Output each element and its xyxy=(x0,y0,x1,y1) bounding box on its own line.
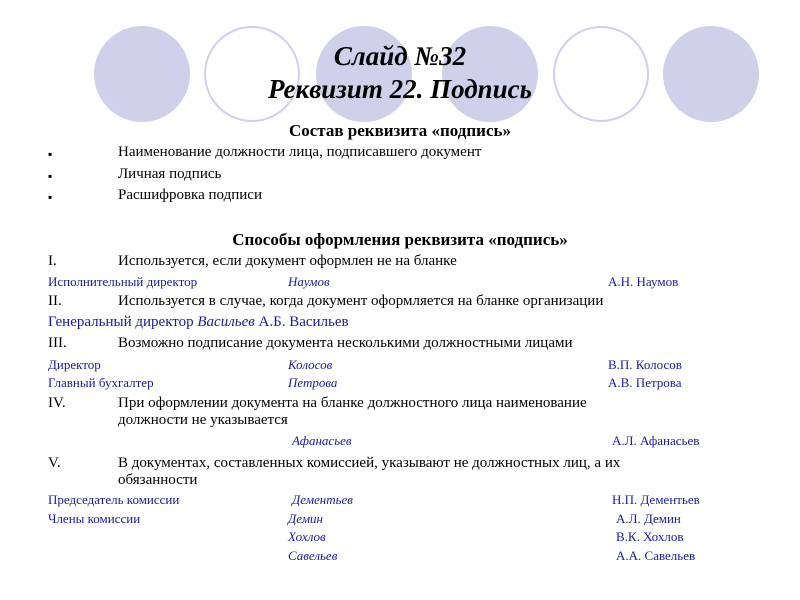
method-numeral: IV. xyxy=(48,395,66,411)
example-signature: Демин xyxy=(288,511,323,526)
method-text: Возможно подписание документа несколькими должностными лицами xyxy=(118,335,573,351)
method-text: должности не указывается xyxy=(118,412,288,428)
composition-item: Наименование должности лица, подписавшего документ xyxy=(118,144,482,160)
example-decoding: А.А. Савельев xyxy=(616,548,696,563)
bullet-marker: ▪ xyxy=(48,147,53,161)
method-text: Используется в случае, когда документ оформляется на бланке организации xyxy=(118,293,604,309)
example-signature: Дементьев xyxy=(292,492,353,507)
composition-heading: Состав реквизита «подпись» xyxy=(288,121,512,140)
composition-item: Личная подпись xyxy=(118,166,222,182)
example-decoding: А.Л. Демин xyxy=(616,511,681,526)
example-decoding: А.В. Петрова xyxy=(608,375,682,390)
method-text: обязанности xyxy=(118,472,198,488)
methods-heading: Способы оформления реквизита «подпись» xyxy=(232,230,568,249)
method-numeral: III. xyxy=(48,335,67,351)
method-numeral: I. xyxy=(48,253,57,269)
example-signature: Васильев xyxy=(197,314,255,330)
method-numeral: V. xyxy=(48,455,61,471)
example-decoding: В.К. Хохлов xyxy=(616,529,684,544)
method-text: При оформлении документа на бланке должностного лица наименование xyxy=(118,395,587,411)
bullet-marker: ▪ xyxy=(48,169,53,183)
method-numeral: II. xyxy=(48,293,62,309)
composition-item: Расшифровка подписи xyxy=(118,187,262,203)
example-position: Исполнительный директор xyxy=(48,274,198,289)
example-position: Председатель комиссии xyxy=(48,492,180,507)
example-signature: Хохлов xyxy=(288,529,326,544)
example-decoding: Н.П. Дементьев xyxy=(612,492,700,507)
example-decoding: В.П. Колосов xyxy=(608,357,682,372)
slide-number: Слайд №32 xyxy=(333,41,467,71)
example-decoding: А.Н. Наумов xyxy=(608,274,679,289)
example-signature: Афанасьев xyxy=(292,433,352,448)
example-line xyxy=(48,314,349,331)
example-decoding: А.Л. Афанасьев xyxy=(612,433,700,448)
example-position: Директор xyxy=(48,357,101,372)
example-position: Главный бухгалтер xyxy=(48,375,154,390)
method-text: В документах, составленных комиссией, указывают не должностных лиц, а их xyxy=(118,455,621,471)
bullet-marker: ▪ xyxy=(48,190,53,204)
method-text: Используется, если документ оформлен не на бланке xyxy=(118,253,457,269)
example-position: Генеральный директор xyxy=(48,314,194,330)
example-signature: Наумов xyxy=(288,274,330,289)
example-decoding: А.Б. Васильев xyxy=(258,314,349,330)
example-signature: Колосов xyxy=(288,357,333,372)
example-signature: Савельев xyxy=(288,548,338,563)
slide-title xyxy=(0,40,800,106)
example-position: Члены комиссии xyxy=(48,511,141,526)
example-signature: Петрова xyxy=(288,375,338,390)
slide-subject: Реквизит 22. Подпись xyxy=(268,74,532,104)
